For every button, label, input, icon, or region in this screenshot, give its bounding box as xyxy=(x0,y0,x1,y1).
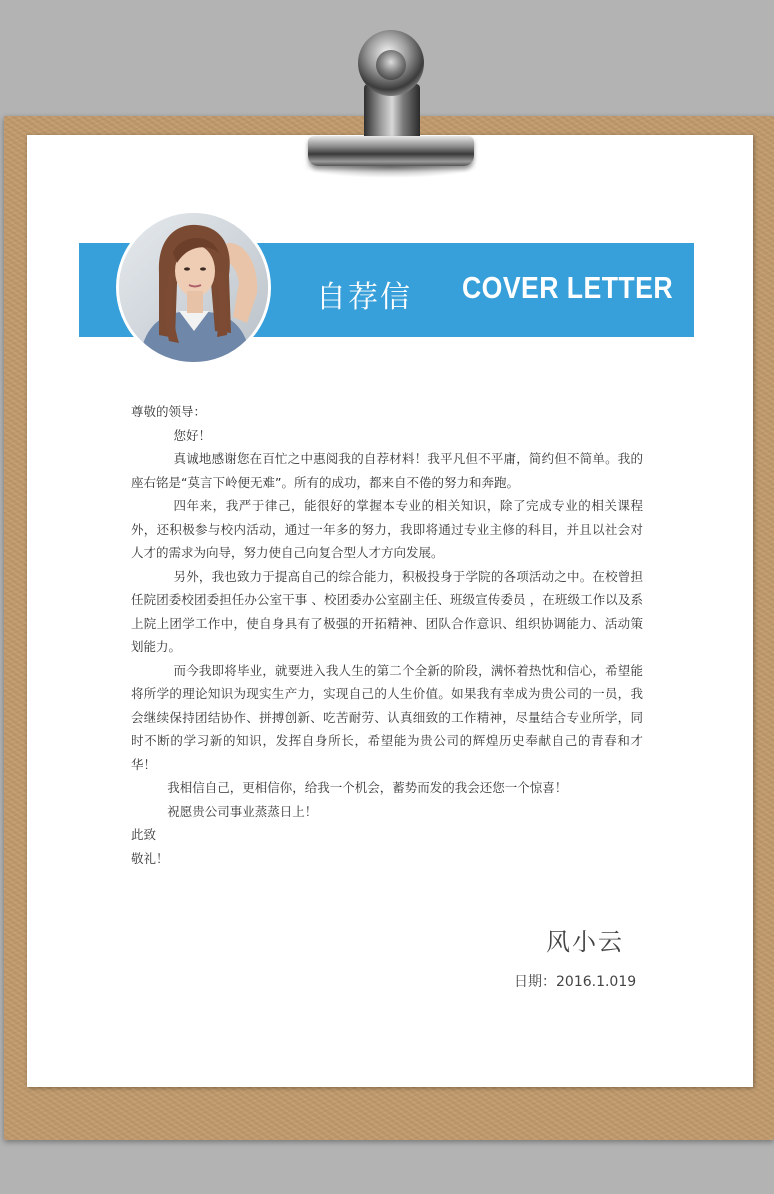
sign-off-1: 此致 xyxy=(131,827,157,842)
letter-body xyxy=(131,400,643,870)
salutation: 尊敬的领导： xyxy=(131,404,207,419)
paragraph-3: 另外，我也致力于提高自己的综合能力，积极投身于学院的各项活动之中。在校曾担任院团委校团委担任办公室干事 、校团委办公室副主任、班级宣传委员 ，在班级工作以及系上院上团学工作中，使自身具有了极强的开拓精神、团队合作意识、组织协调能力、活动策划能力。 xyxy=(131,568,643,654)
title-english: COVER LETTER xyxy=(462,270,674,305)
date: 日期：2016.1.019 xyxy=(514,974,637,990)
title-chinese: 自荐信 xyxy=(316,280,412,315)
clip-hole xyxy=(376,50,406,80)
closing-line-2: 祝愿贵公司事业蒸蒸日上！ xyxy=(167,803,318,819)
paragraph-4: 而今我即将毕业，就要进入我人生的第二个全新的阶段，满怀着热忱和信心，希望能将所学的理论知识为现实生产力，实现自己的人生价值。如果我有幸成为贵公司的一员，我会继续保持团结协作、拼搏创新、吃苦耐劳、认真细致的工作精神，尽量结合专业所学，同时不断的学习新的知识，发挥自身所长，希望能为贵公司的辉煌历史奉献自己的青春和才华！ xyxy=(131,662,643,772)
avatar xyxy=(116,210,271,365)
portrait-photo-icon xyxy=(119,213,268,362)
sign-off-2: 敬礼！ xyxy=(131,850,169,866)
paragraph-1: 真诚地感谢您在百忙之中惠阅我的自荐材料！我平凡但不平庸，简约但不简单。我的座右铭是“莫言下岭便无难”。所有的成功，都来自不倦的努力和奔跑。 xyxy=(131,451,643,490)
closing-line-1: 我相信自己，更相信你，给我一个机会，蓄势而发的我会还您一个惊喜！ xyxy=(167,780,568,795)
paragraph-2: 四年来，我严于律己，能很好的掌握本专业的相关知识，除了完成专业的相关课程外，还积极参与校内活动，通过一年多的努力，我即将通过专业主修的科目，并且以社会对人才的需求为向导，努力使自己向复合型人才方向发展。 xyxy=(131,498,643,560)
signature: 风小云 xyxy=(546,928,624,956)
greeting: 您好！ xyxy=(173,427,212,443)
binder-clip-icon xyxy=(308,136,474,166)
